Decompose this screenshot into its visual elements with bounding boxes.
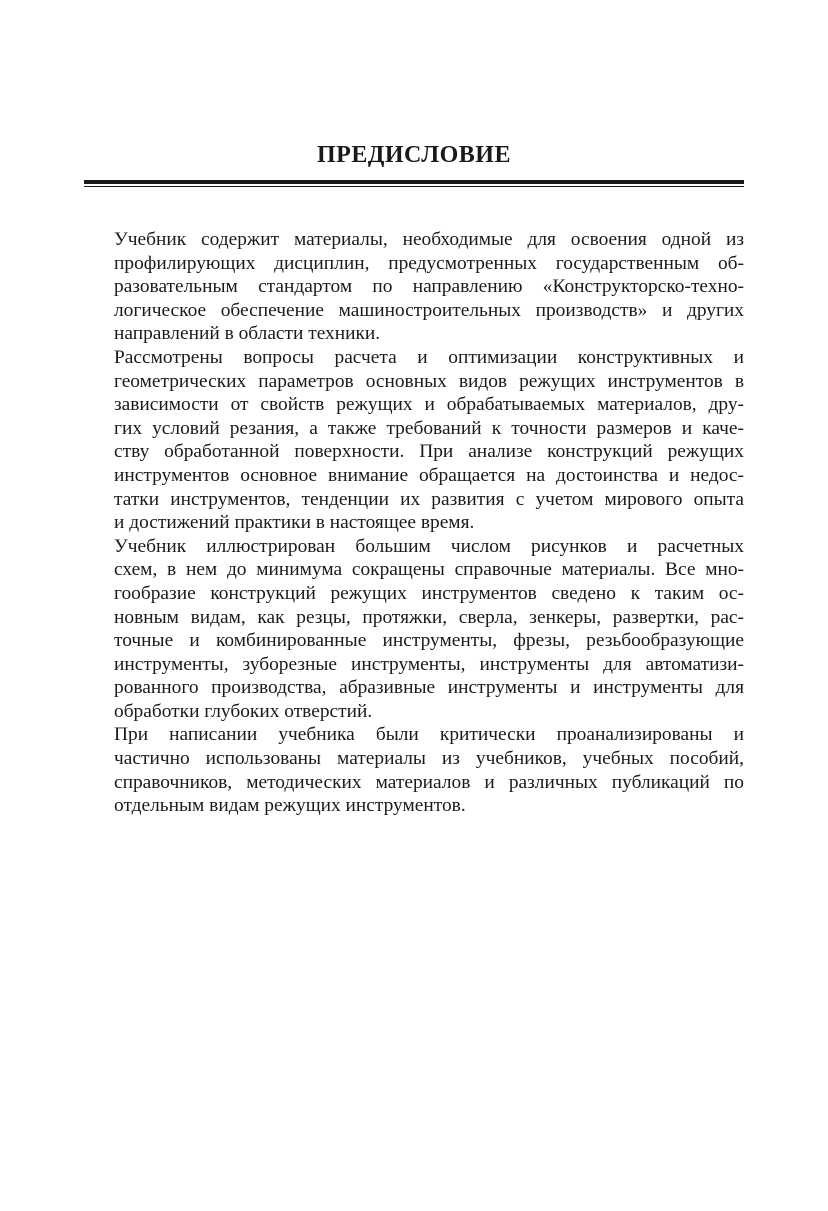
text-line: частично использованы материалы из учебников, учебных пособий,	[114, 748, 744, 770]
text-line: инструменты, зуборезные инструменты, инструменты для автоматизи-	[114, 653, 744, 675]
text-line: логическое обеспечение машиностроительных производств» и других	[114, 299, 744, 321]
text-line: инструментов основное внимание обращается на достоинства и недос-	[114, 464, 744, 486]
paragraph-3	[84, 535, 744, 724]
text-line: справочников, методических материалов и различных публикаций по	[114, 771, 744, 793]
text-line: новным видам, как резцы, протяжки, сверла, зенкеры, развертки, рас-	[114, 606, 744, 628]
text-line: гих условий резания, а также требований к точности размеров и каче-	[114, 417, 744, 439]
text-line: татки инструментов, тенденции их развития с учетом мирового опыта	[114, 488, 744, 510]
text-line: ству обработанной поверхности. При анализе конструкций режущих	[114, 441, 744, 463]
text-line: гообразие конструкций режущих инструментов сведено к таким ос-	[114, 582, 744, 604]
text-line: точные и комбинированные инструменты, фрезы, резьбообразующие	[114, 630, 744, 652]
paragraph-4	[84, 723, 744, 817]
text-line: обработки глубоких отверстий.	[114, 700, 373, 722]
text-line: зависимости от свойств режущих и обрабатываемых материалов, дру-	[114, 394, 744, 416]
text-line: направлений в области техники.	[114, 323, 381, 345]
text-line: Рассмотрены вопросы расчета и оптимизации конструктивных и	[114, 346, 744, 368]
text-line: Учебник иллюстрирован большим числом рисунков и расчетных	[114, 535, 744, 557]
text-line: рованного производства, абразивные инструменты и инструменты для	[114, 677, 744, 699]
document-page	[84, 0, 744, 1211]
text-line: геометрических параметров основных видов режущих инструментов в	[114, 370, 744, 392]
preface-body	[84, 228, 744, 818]
text-line: разовательным стандартом по направлению «Конструкторско-техно-	[114, 276, 744, 298]
text-line: Учебник содержит материалы, необходимые для освоения одной из	[114, 229, 744, 250]
text-line: При написании учебника были критически проанализированы и	[114, 724, 744, 746]
text-line: профилирующих дисциплин, предусмотренных государственным об-	[114, 252, 744, 274]
text-line: схем, в нем до минимума сокращены справочные материалы. Все мно-	[114, 559, 744, 581]
text-line: и достижений практики в настоящее время.	[114, 512, 475, 534]
paragraph-1	[84, 228, 744, 346]
title-rule-thick	[84, 180, 744, 184]
text-line: отдельным видам режущих инструментов.	[114, 795, 466, 817]
paragraph-2	[84, 346, 744, 535]
page-title: ПРЕДИСЛОВИЕ	[317, 142, 511, 168]
title-rule-thin	[84, 186, 744, 187]
